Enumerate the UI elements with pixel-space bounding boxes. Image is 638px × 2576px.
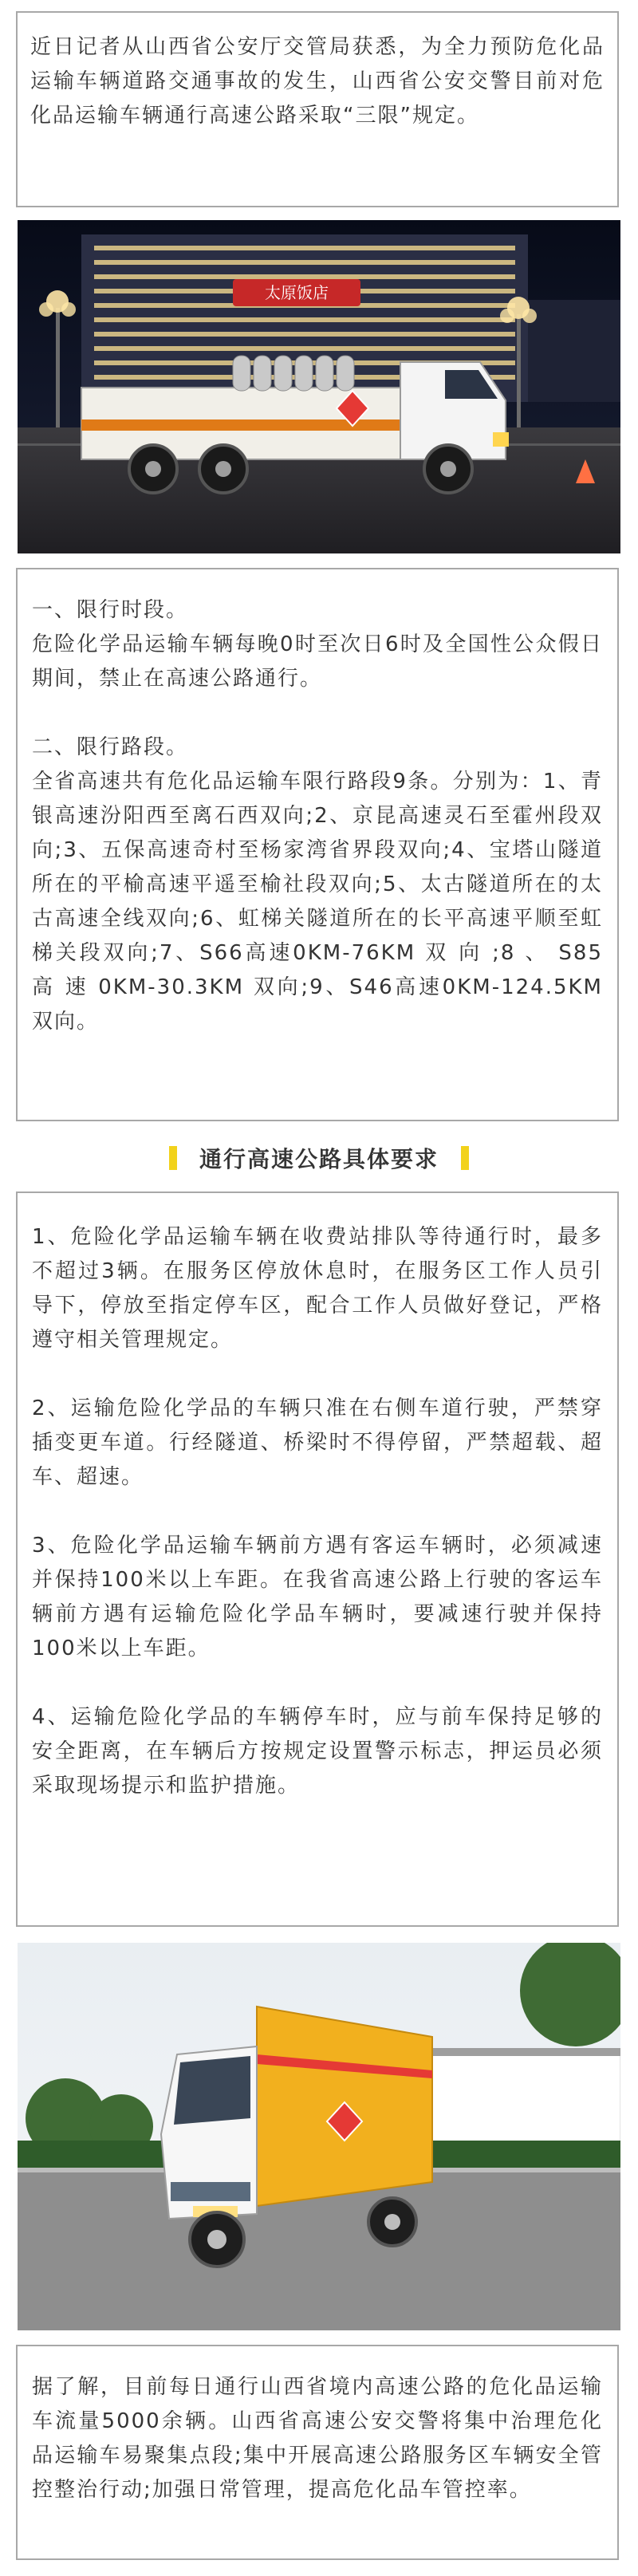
summary-paragraph: 据了解，目前每日通行山西省境内高速公路的危化品运输车流量5000余辆。山西省高速公安交警将集中治理危化品运输车易聚集点段;集中开展高速公路服务区车辆安全管控整治行动;加强日常管理，提高危化品车管控率。 (32, 2375, 603, 2502)
time-limit-text: 危险化学品运输车辆每晚0时至次日6时及全国性公众假日期间，禁止在高速公路通行。 (32, 632, 603, 691)
photo-night-truck (18, 220, 620, 553)
road-limit-text: 全省高速共有危化品运输车限行路段9条。分别为：1、青银高速汾阳西至离石西双向;2、京昆高速灵石至霍州段双向;3、五保高速奇村至杨家湾省界段双向;4、宝塔山隧道所在的平榆高速平遥至榆社段双向;5、太古隧道所在的太古高速全线双向;6、虹梯关隧道所在的长平高速平顺至虹梯关段双向;7、S66高速0KM-76KM 双 向 ;8 、 S85 高 速 0KM-30.3KM 双向;9、S46高速0KM-124.5KM双向。 (32, 770, 603, 1034)
summary-box (16, 2345, 619, 2560)
intro-paragraph: 近日记者从山西省公安厅交管局获悉，为全力预防危化品运输车辆道路交通事故的发生，山西省公安交警目前对危化品运输车辆通行高速公路采取“三限”规定。 (30, 35, 605, 128)
requirement-item: 4、运输危险化学品的车辆停车时，应与前车保持足够的安全距离，在车辆后方按规定设置警示标志，押运员必须采取现场提示和监护措施。 (32, 1705, 603, 1798)
time-limit-title: 一、限行时段。 (32, 598, 189, 622)
heading-left-bar (169, 1146, 177, 1170)
hotel-sign-text: 太原饭店 (265, 283, 329, 302)
rules-box (16, 568, 619, 1121)
day-truck-illustration (18, 1943, 620, 2330)
requirements-box (16, 1191, 619, 1927)
photo-day-truck (18, 1943, 620, 2330)
section-heading (0, 1142, 638, 1174)
requirement-item: 2、运输危险化学品的车辆只准在右侧车道行驶，严禁穿插变更车道。行经隧道、桥梁时不得停留，严禁超载、超车、超速。 (32, 1396, 603, 1489)
intro-box (16, 11, 619, 207)
night-truck-illustration (18, 220, 620, 553)
requirement-item: 3、危险化学品运输车辆前方遇有客运车辆时，必须减速并保持100米以上车距。在我省高速公路上行驶的客运车辆前方遇有运输危险化学品车辆时，要减速行驶并保持100米以上车距。 (32, 1534, 603, 1660)
road-limit-title: 二、限行路段。 (32, 735, 189, 759)
heading-right-bar (461, 1146, 469, 1170)
requirement-item: 1、危险化学品运输车辆在收费站排队等待通行时，最多不超过3辆。在服务区停放休息时，在服务区工作人员引导下，停放至指定停车区，配合工作人员做好登记，严格遵守相关管理规定。 (32, 1225, 603, 1352)
section-heading-text: 通行高速公路具体要求 (199, 1146, 439, 1172)
